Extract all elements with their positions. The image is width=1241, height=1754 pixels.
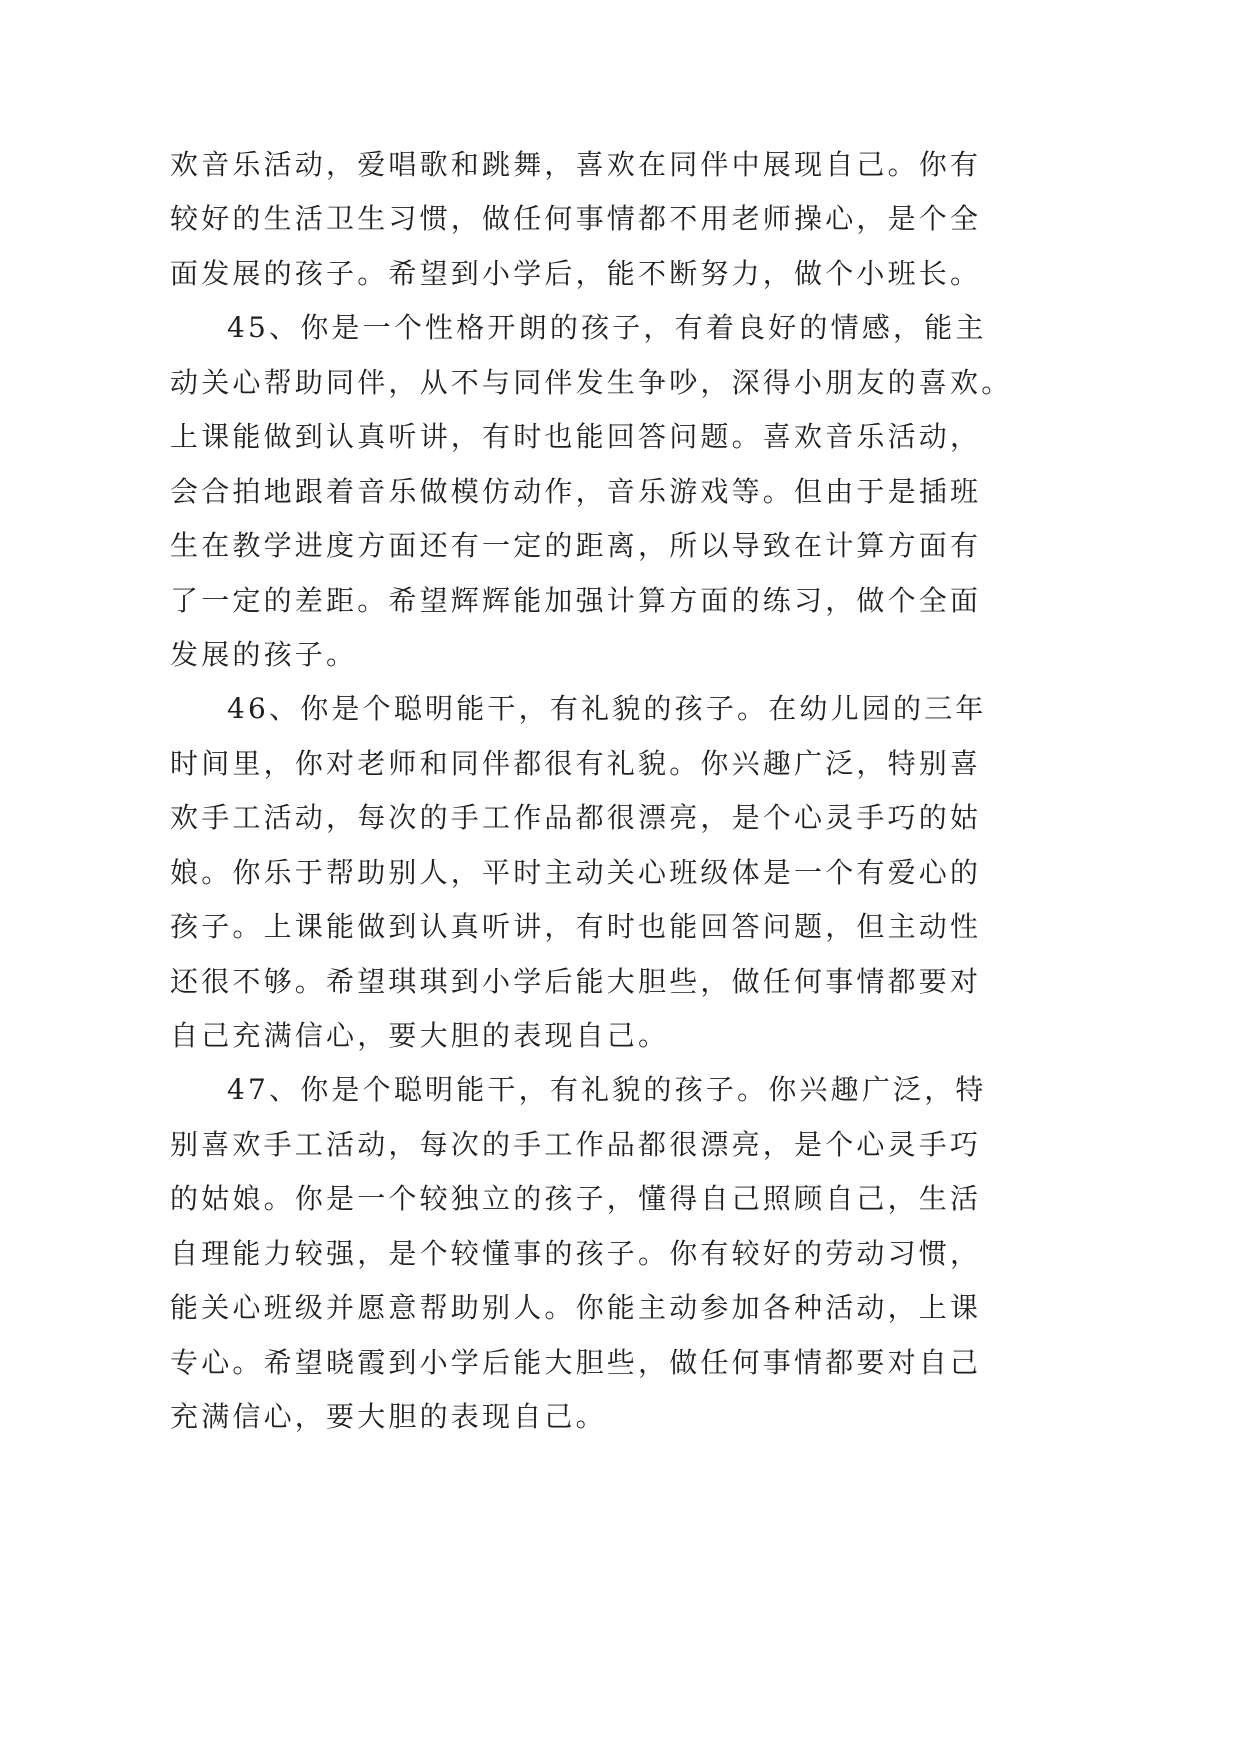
text-line: 别喜欢手工活动，每次的手工作品都很漂亮，是个心灵手巧 <box>170 1127 982 1161</box>
text-line: 面发展的孩子。希望到小学后，能不断努力，做个小班长。 <box>170 256 982 290</box>
text-line: 动关心帮助同伴，从不与同伴发生争吵，深得小朋友的喜欢。 <box>170 365 1013 399</box>
text-line: 娘。你乐于帮助别人，平时主动关心班级体是一个有爱心的 <box>170 855 982 889</box>
text-line: 孩子。上课能做到认真听讲，有时也能回答问题，但主动性 <box>170 910 982 944</box>
text-line: 的姑娘。你是一个较独立的孩子，懂得自己照顾自己，生活 <box>170 1182 982 1216</box>
text-line: 会合拍地跟着音乐做模仿动作，音乐游戏等。但由于是插班 <box>170 474 982 508</box>
text-line: 上课能做到认真听讲，有时也能回答问题。喜欢音乐活动， <box>170 420 982 454</box>
document-body <box>170 138 1013 1445</box>
text-line: 自己充满信心，要大胆的表现自己。 <box>170 1019 670 1052</box>
text-line: 时间里，你对老师和同伴都很有礼貌。你兴趣广泛，特别喜 <box>170 746 982 780</box>
paragraph-start-line: 46、你是个聪明能干，有礼貌的孩子。在幼儿园的三年 <box>227 692 987 726</box>
text-line: 欢手工活动，每次的手工作品都很漂亮，是个心灵手巧的姑 <box>170 801 982 835</box>
text-line: 自理能力较强，是个较懂事的孩子。你有较好的劳动习惯， <box>170 1236 982 1270</box>
text-line: 还很不够。希望琪琪到小学后能大胆些，做任何事情都要对 <box>170 964 982 998</box>
text-line: 专心。希望晓霞到小学后能大胆些，做任何事情都要对自己 <box>170 1345 982 1379</box>
text-line: 较好的生活卫生习惯，做任何事情都不用老师操心，是个全 <box>170 202 982 236</box>
paragraph-start-line: 45、你是一个性格开朗的孩子，有着良好的情感，能主 <box>227 311 987 345</box>
paragraph-start-line: 47、你是个聪明能干，有礼貌的孩子。你兴趣广泛，特 <box>227 1073 987 1107</box>
text-line: 生在教学进度方面还有一定的距离，所以导致在计算方面有 <box>170 529 982 563</box>
text-line: 发展的孩子。 <box>170 637 358 671</box>
text-line: 了一定的差距。希望辉辉能加强计算方面的练习，做个全面 <box>170 583 982 617</box>
text-line: 欢音乐活动，爱唱歌和跳舞，喜欢在同伴中展现自己。你有 <box>170 148 982 181</box>
text-line: 能关心班级并愿意帮助别人。你能主动参加各种活动，上课 <box>170 1291 982 1325</box>
text-line: 充满信心，要大胆的表现自己。 <box>170 1400 607 1434</box>
